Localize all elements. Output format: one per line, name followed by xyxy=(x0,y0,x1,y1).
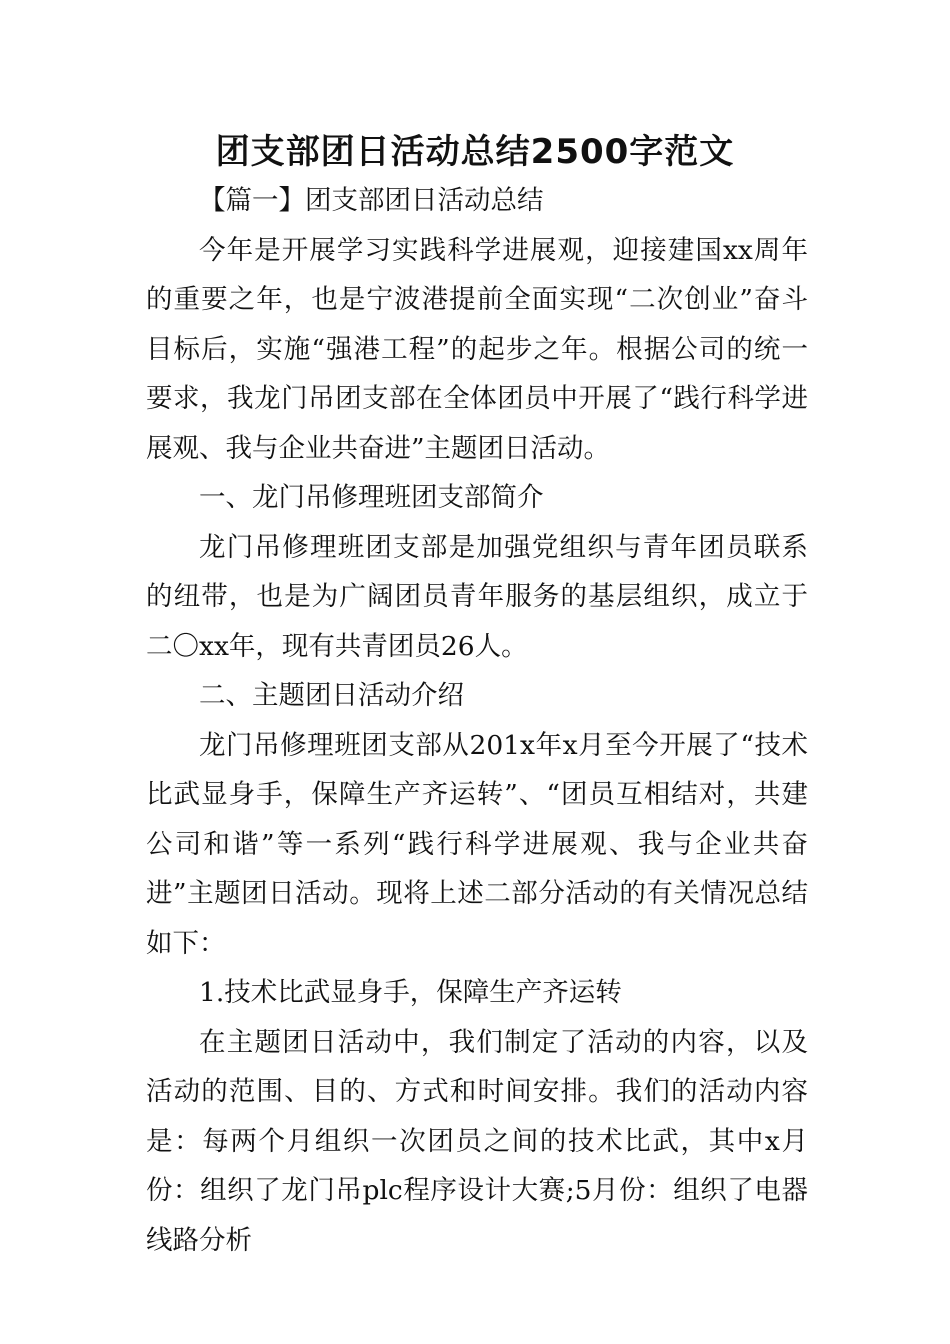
document-body xyxy=(146,176,808,1265)
branch-intro-paragraph: 龙门吊修理班团支部是加强党组织与青年团员联系的纽带，也是为广阔团员青年服务的基层组织，成立于二〇xx年，现有共青团员26人。 xyxy=(146,531,808,662)
technical-contest-paragraph: 在主题团日活动中，我们制定了活动的内容，以及活动的范围、目的、方式和时间安排。我们的活动内容是：每两个月组织一次团员之间的技术比武，其中x月份：组织了龙门吊plc程序设计大赛;5月份：组织了电器线路分析 xyxy=(146,1026,808,1256)
section-heading-branch-intro: 一、龙门吊修理班团支部简介 xyxy=(199,482,544,513)
section-heading-part-one: 【篇一】团支部团日活动总结 xyxy=(199,185,544,216)
document-title: 团支部团日活动总结2500字范文 xyxy=(215,132,735,172)
activity-intro-paragraph: 龙门吊修理班团支部从201x年x月至今开展了“技术比武显身手，保障生产齐运转”、“团员互相结对，共建公司和谐”等一系列“践行科学进展观、我与企业共奋进”主题团日活动。现将上述二部分活动的有关情况总结如下： xyxy=(146,729,808,959)
intro-paragraph: 今年是开展学习实践科学进展观，迎接建国xx周年的重要之年，也是宁波港提前全面实现“二次创业”奋斗目标后，实施“强港工程”的起步之年。根据公司的统一要求，我龙门吊团支部在全体团员中开展了“践行科学进展观、我与企业共奋进”主题团日活动。 xyxy=(146,234,808,464)
subsection-heading-technical-contest: 1.技术比武显身手，保障生产齐运转 xyxy=(199,977,622,1008)
section-heading-activity-intro: 二、主题团日活动介绍 xyxy=(199,680,464,711)
